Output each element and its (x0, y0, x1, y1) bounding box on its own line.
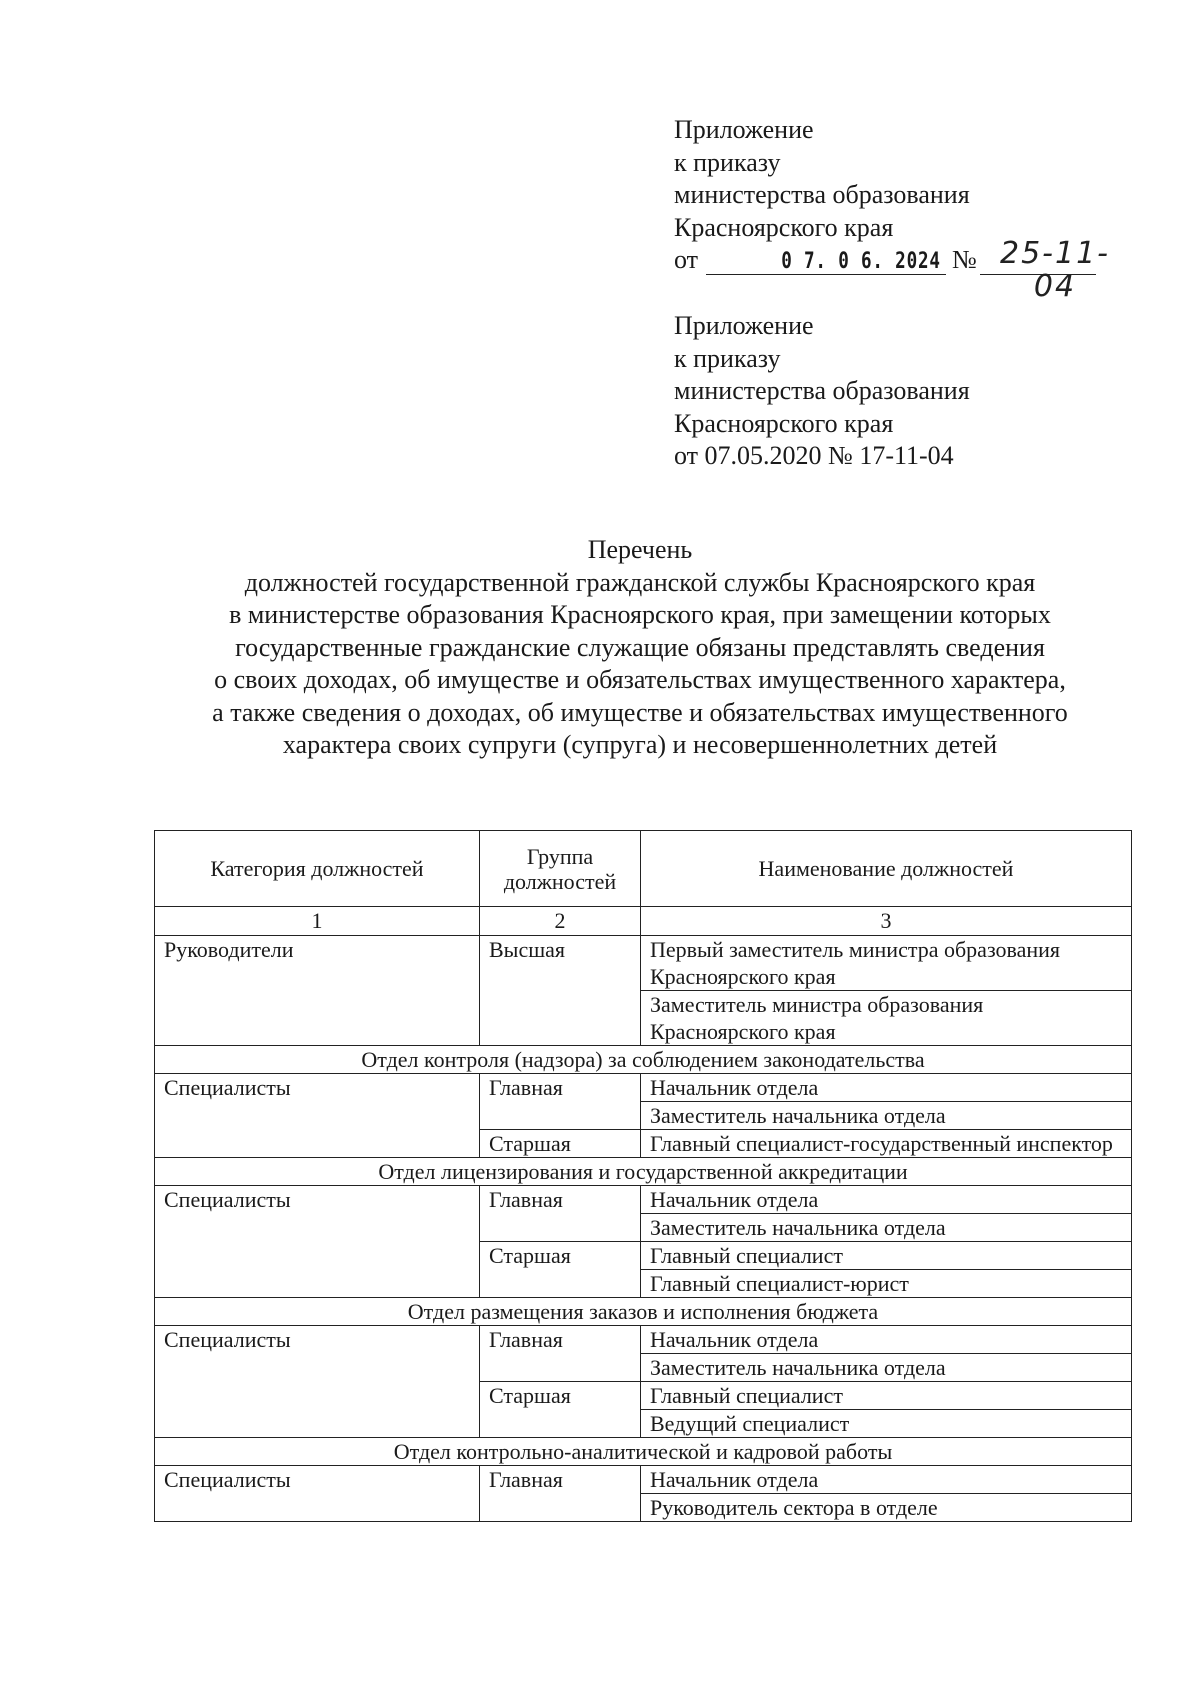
appendix-new-line4: Красноярского края (674, 212, 894, 242)
group-cell: Высшая (480, 936, 641, 1046)
group-cell: Главная (480, 1186, 641, 1242)
column-number-2: 2 (480, 907, 641, 936)
appendix-new-line3: министерства образования (674, 180, 970, 209)
group-cell: Старшая (480, 1382, 641, 1438)
category-cell: Специалисты (155, 1466, 480, 1522)
category-cell: Специалисты (155, 1074, 480, 1158)
from-label: от (674, 245, 699, 274)
title-line2: должностей государственной гражданской службы Красноярского края (244, 567, 1036, 597)
section-title: Отдел размещения заказов и исполнения бюджета (155, 1298, 1132, 1326)
position-cell: Главный специалист (641, 1242, 1132, 1270)
category-cell: Специалисты (155, 1186, 480, 1298)
table-row (155, 1186, 1132, 1214)
position-cell: Начальник отдела (641, 1186, 1132, 1214)
header-name: Наименование должностей (641, 831, 1132, 907)
header-category: Категория должностей (155, 831, 480, 907)
appendix-old-block (674, 310, 970, 473)
position-cell: Заместитель начальника отдела (641, 1102, 1132, 1130)
position-cell: Главный специалист (641, 1382, 1132, 1410)
order-date-stamp: 0 7. 0 6. 2024 (781, 249, 941, 274)
table-row (155, 1326, 1132, 1354)
appendix-old-line3: министерства образования (674, 376, 970, 405)
column-number-1: 1 (155, 907, 480, 936)
position-cell: Начальник отдела (641, 1326, 1132, 1354)
appendix-new-line2: к приказу (674, 147, 781, 177)
position-cell: Ведущий специалист (641, 1410, 1132, 1438)
section-title-row (155, 1158, 1132, 1186)
title-line6: а также сведения о доходах, об имуществе и обязательствах имущественного (212, 697, 1068, 727)
position-cell: Главный специалист-юрист (641, 1270, 1132, 1298)
appendix-old-line1: Приложение (674, 311, 814, 340)
column-number-row (155, 907, 1132, 936)
section-title: Отдел лицензирования и государственной аккредитации (155, 1158, 1132, 1186)
group-cell: Старшая (480, 1242, 641, 1298)
section-title: Отдел контрольно-аналитической и кадровой работы (155, 1438, 1132, 1466)
table-row (155, 936, 1132, 991)
number-label: № (952, 245, 977, 274)
position-cell: Заместитель министра образования Красноярского края (641, 991, 1132, 1046)
position-cell: Начальник отдела (641, 1074, 1132, 1102)
column-number-3: 3 (641, 907, 1132, 936)
header-group: Группа должностей (480, 831, 641, 907)
group-cell: Главная (480, 1466, 641, 1522)
section-title-row (155, 1046, 1132, 1074)
title-line1: Перечень (587, 535, 693, 564)
position-cell: Главный специалист-государственный инспектор (641, 1130, 1132, 1158)
table-row (155, 1466, 1132, 1494)
appendix-old-line4: Красноярского края (674, 408, 894, 438)
position-cell: Заместитель начальника отдела (641, 1354, 1132, 1382)
order-date-number-line (674, 236, 1110, 304)
group-cell: Главная (480, 1074, 641, 1130)
table-row (155, 1074, 1132, 1102)
group-cell: Главная (480, 1326, 641, 1382)
appendix-old-line5: от 07.05.2020 № 17-11-04 (674, 441, 954, 470)
title-line3: в министерстве образования Красноярского края, при замещении которых (229, 600, 1051, 629)
position-cell: Начальник отдела (641, 1466, 1132, 1494)
appendix-new-line1: Приложение (674, 115, 814, 144)
document-title (140, 534, 1140, 762)
position-cell: Заместитель начальника отдела (641, 1214, 1132, 1242)
title-line5: о своих доходах, об имуществе и обязательствах имущественного характера, (214, 665, 1066, 694)
positions-table (154, 830, 1132, 1522)
appendix-new-block (674, 114, 1110, 304)
title-line4: государственные гражданские служащие обязаны представлять сведения (235, 632, 1045, 662)
table-header-row (155, 831, 1132, 907)
section-title-row (155, 1438, 1132, 1466)
position-cell: Первый заместитель министра образования Красноярского края (641, 936, 1132, 991)
appendix-old-line2: к приказу (674, 343, 781, 373)
position-cell: Руководитель сектора в отделе (641, 1494, 1132, 1522)
category-cell: Руководители (155, 936, 480, 1046)
group-cell: Старшая (480, 1130, 641, 1158)
category-cell: Специалисты (155, 1326, 480, 1438)
title-line7: характера своих супруги (супруга) и несовершеннолетних детей (282, 730, 998, 759)
section-title: Отдел контроля (надзора) за соблюдением законодательства (155, 1046, 1132, 1074)
section-title-row (155, 1298, 1132, 1326)
order-number-handwritten: 25-11-04 (1000, 236, 1110, 304)
